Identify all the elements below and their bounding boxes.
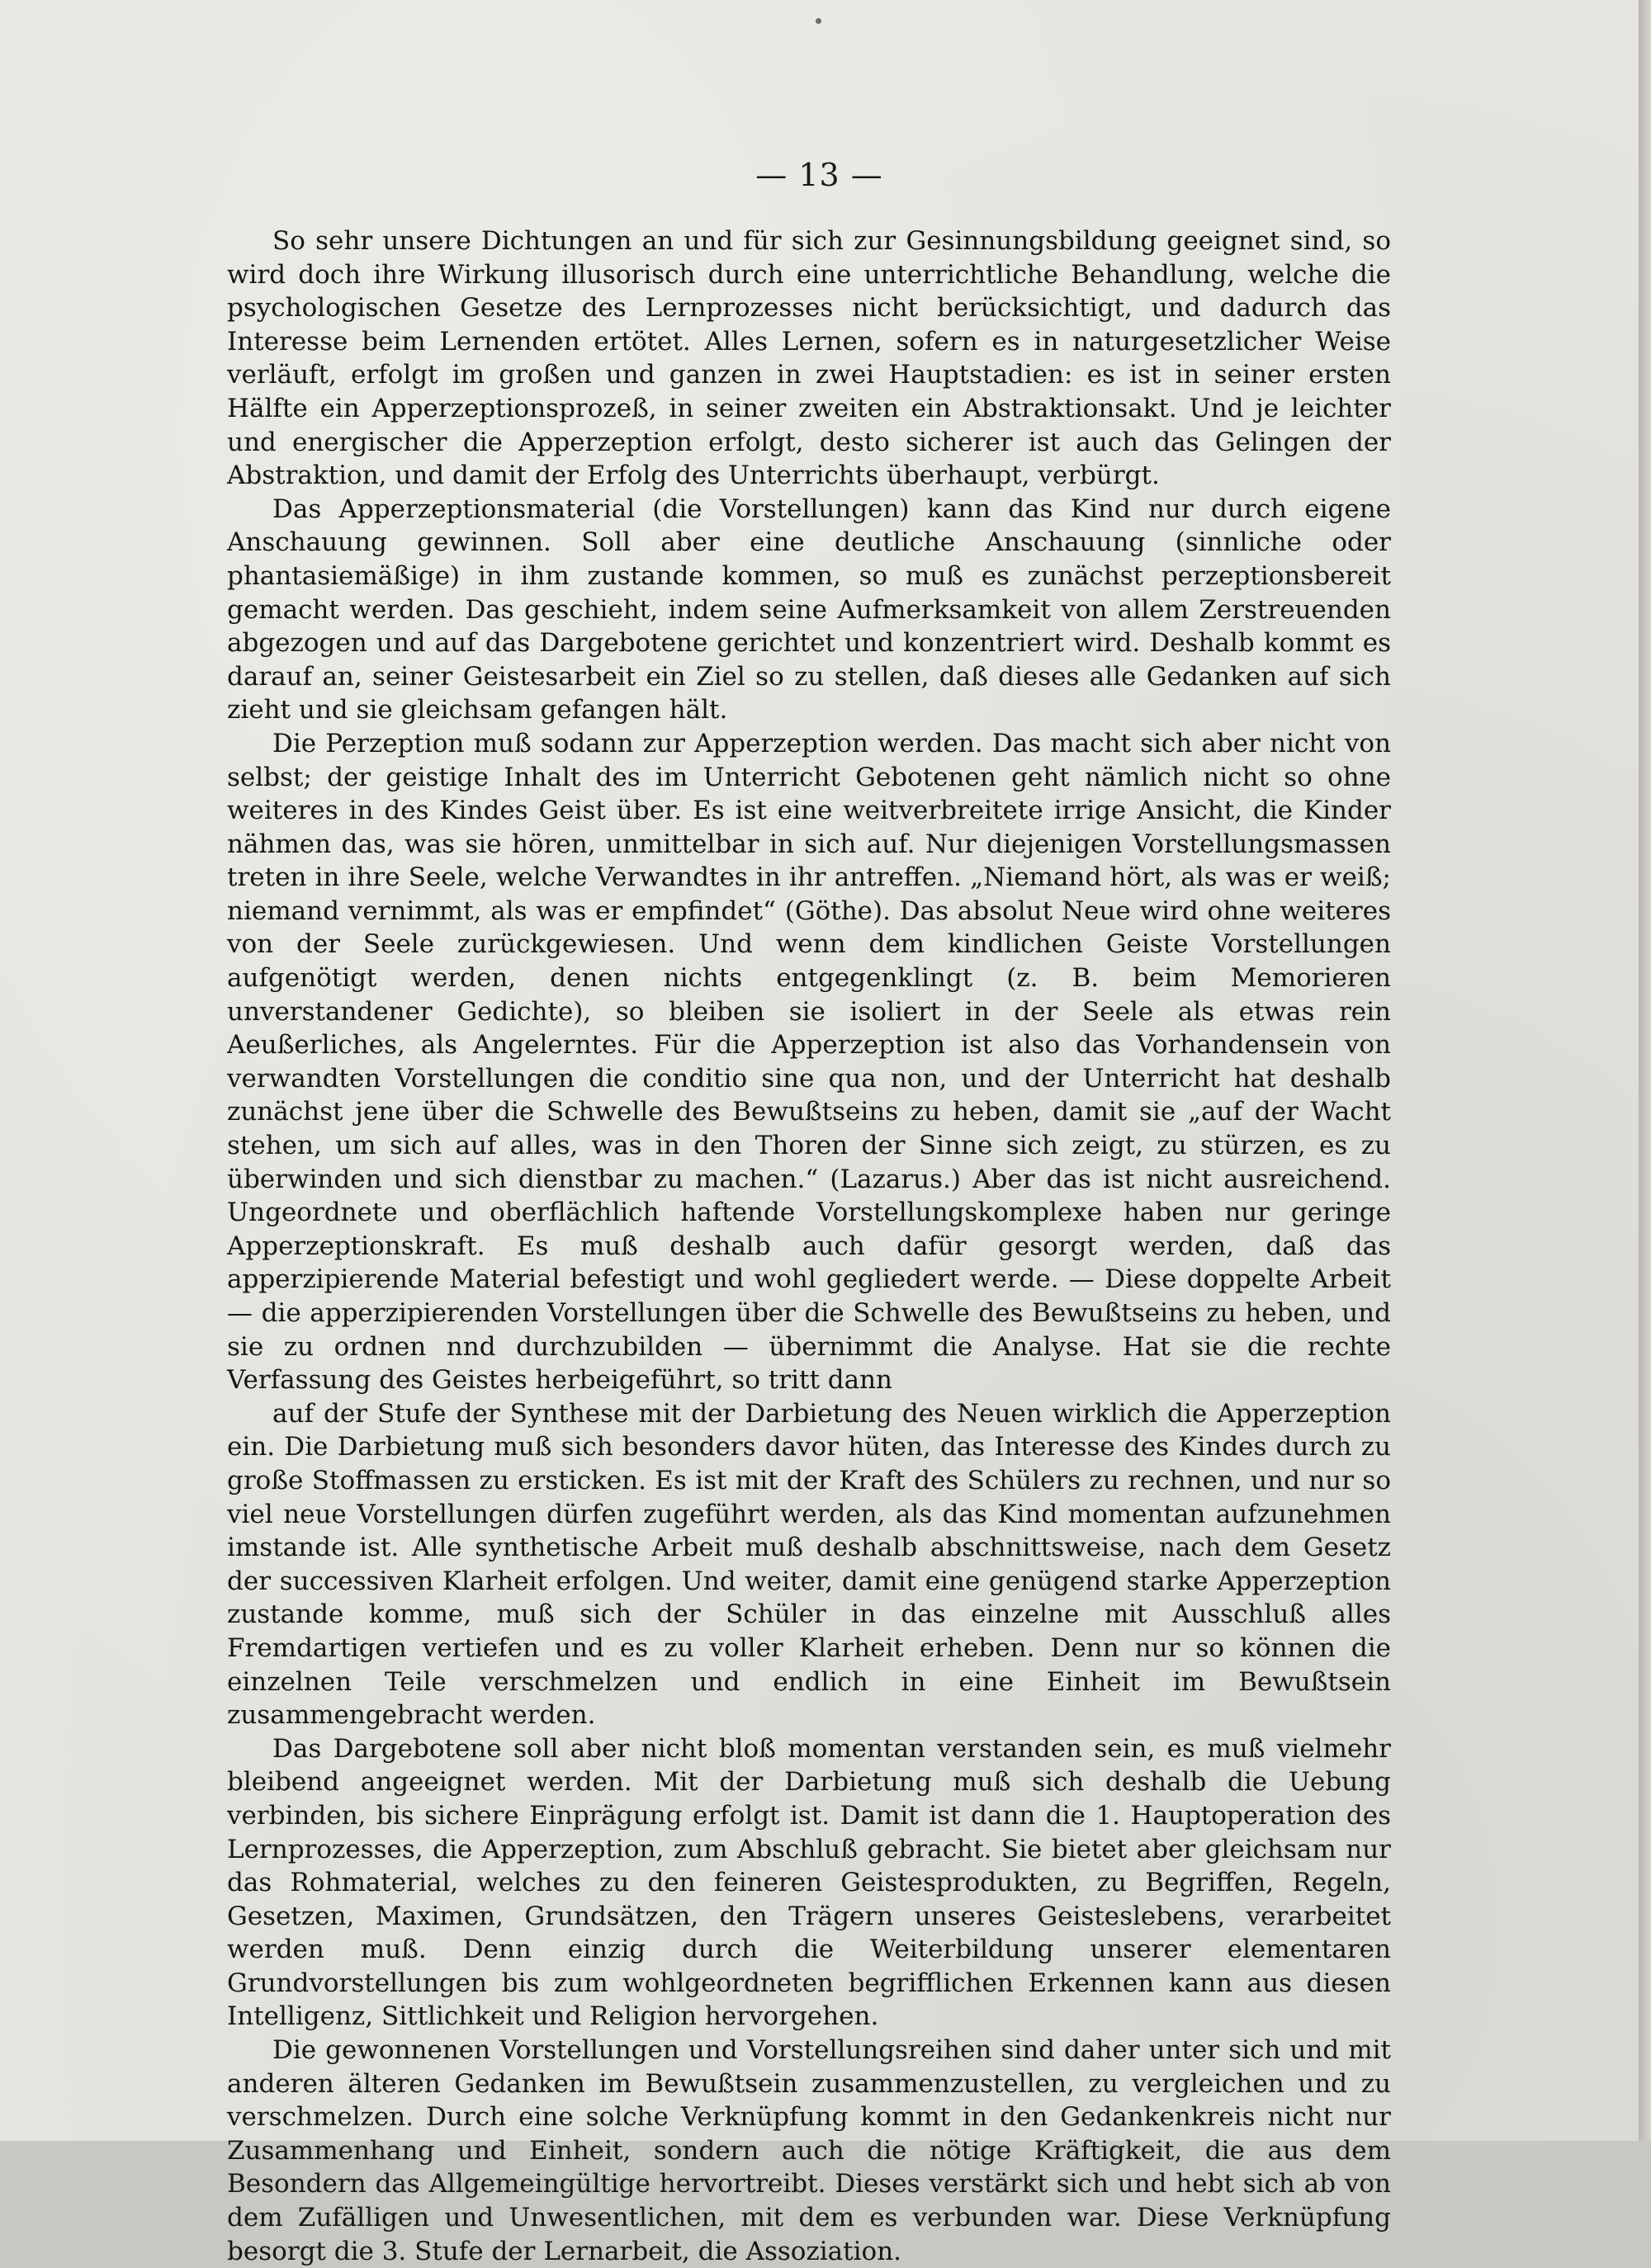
paragraph-assoziation: Die gewonnenen Vorstellungen und Vorstellungsreihen sind daher unter sich und mit anderen älteren Gedanken im Bewußtsein zusammenzustellen, zu vergleichen und zu verschmelzen. Durch eine solche Verknüpfung kommt in den Gedankenkreis nicht nur Zusammenhang und Einheit, sondern auch die nötige Kräftigkeit, die aus dem Besondern das Allgemeingültige hervortreibt. Dieses verstärkt sich und hebt sich ab von dem Zufälligen und Unwesentlichen, mit dem es verbunden war. Diese Verknüpfung besorgt die 3. Stufe der Lernarbeit, die Assoziation.	[227, 2035, 1391, 2266]
paragraph-synthese: auf der Stufe der Synthese mit der Darbietung des Neuen wirklich die Apperzeption ein. Die Darbietung muß sich besonders davor hüten, das Interesse des Kindes durch zu große Stoffmassen zu ersticken. Es ist mit der Kraft des Schülers zu rechnen, und nur so viel neue Vorstellungen dürfen zugeführt werden, als das Kind momentan aufzunehmen imstande ist. Alle synthetische Arbeit muß deshalb abschnittsweise, nach dem Gesetz der successiven Klarheit erfolgen. Und weiter, damit eine genügend starke Apperzeption zustande komme, muß sich der Schüler in das einzelne mit Ausschluß alles Fremdartigen vertiefen und es zu voller Klarheit erheben. Denn nur so können die einzelnen Teile verschmelzen und endlich in eine Einheit im Bewußtsein zusammengebracht werden.	[227, 1398, 1391, 1731]
ink-spot	[816, 18, 821, 24]
paragraph-apperzeptionsmaterial: Das Apperzeptionsmaterial (die Vorstellungen) kann das Kind nur durch eigene Anschauung gewinnen. Soll aber eine deutliche Anschauung (sinnliche oder phantasiemäßige) in ihm zustande kommen, so muß es zunächst perzeptionsbereit gemacht werden. Das geschieht, indem seine Aufmerksamkeit von allem Zerstreuenden abgezogen und auf das Dargebotene gerichtet und konzentriert wird. Deshalb kommt es darauf an, seiner Geistesarbeit ein Ziel so zu stellen, daß dieses alle Gedanken auf sich zieht und sie gleichsam gefangen hält.	[227, 494, 1391, 725]
page-edge	[1639, 0, 1651, 2141]
paragraph-uebung: Das Dargebotene soll aber nicht bloß momentan verstanden sein, es muß vielmehr bleibend angeeignet werden. Mit der Darbietung muß sich deshalb die Uebung verbinden, bis sichere Einprägung erfolgt ist. Damit ist dann die 1. Hauptoperation des Lernprozesses, die Apperzeption, zum Abschluß gebracht. Sie bietet aber gleichsam nur das Rohmaterial, welches zu den feineren Geistesprodukten, zu Begriffen, Regeln, Gesetzen, Maximen, Grundsätzen, den Trägern unseres Geisteslebens, verarbeitet werden muß. Denn einzig durch die Weiterbildung unserer elementaren Grundvorstellungen bis zum wohlgeordneten begrifflichen Erkennen kann aus diesen Intelligenz, Sittlichkeit und Religion hervorgehen.	[227, 1733, 1391, 2032]
paragraph-gesinnungsbildung: So sehr unsere Dichtungen an und für sich zur Gesinnungsbildung geeignet sind, so wird doch ihre Wirkung illusorisch durch eine unterrichtliche Behandlung, welche die psychologischen Gesetze des Lernprozesses nicht berücksichtigt, und dadurch das Interesse beim Lernenden ertötet. Alles Lernen, sofern es in naturgesetzlicher Weise verläuft, erfolgt im großen und ganzen in zwei Hauptstadien: es ist in seiner ersten Hälfte ein Apperzeptionsprozeß, in seiner zweiten ein Abstraktionsakt. Und je leichter und energischer die Apperzeption erfolgt, desto sicherer ist auch das Gelingen der Abstraktion, und damit der Erfolg des Unterrichts überhaupt, verbürgt.	[227, 226, 1391, 491]
page-number: — 13 —	[755, 157, 883, 193]
body-text	[227, 224, 1391, 2268]
paragraph-perzeption: Die Perzeption muß sodann zur Apperzeption werden. Das macht sich aber nicht von selbst; der geistige Inhalt des im Unterricht Gebotenen geht nämlich nicht so ohne weiteres in des Kindes Geist über. Es ist eine weitverbreitete irrige Ansicht, die Kinder nähmen das, was sie hören, unmittelbar in sich auf. Nur diejenigen Vorstellungsmassen treten in ihre Seele, welche Verwandtes in ihr antreffen. „Niemand hört, als was er weiß; niemand vernimmt, als was er empfindet“ (Göthe). Das absolut Neue wird ohne weiteres von der Seele zurückgewiesen. Und wenn dem kindlichen Geiste Vorstellungen aufgenötigt werden, denen nichts entgegenklingt (z. B. beim Memorieren unverstandener Gedichte), so bleiben sie isoliert in der Seele als etwas rein Aeußerliches, als Angelerntes. Für die Apperzeption ist also das Vorhandensein von verwandten Vorstellungen die conditio sine qua non, und der Unterricht hat deshalb zunächst jene über die Schwelle des Bewußtseins zu heben, damit sie „auf der Wacht stehen, um sich auf alles, was in den Thoren der Sinne sich zeigt, zu stürzen, es zu überwinden und sich dienstbar zu machen.“ (Lazarus.) Aber das ist nicht ausreichend. Ungeordnete und oberflächlich haftende Vorstellungskomplexe haben nur geringe Apperzeptionskraft. Es muß deshalb auch dafür gesorgt werden, daß das apperzipierende Material befestigt und wohl gegliedert werde. — Diese doppelte Arbeit — die apperzipierenden Vorstellungen über die Schwelle des Bewußtseins zu heben, und sie zu ordnen nnd durchzubilden — übernimmt die Analyse. Hat sie die rechte Verfassung des Geistes herbeigeführt, so tritt dann	[227, 728, 1391, 1396]
